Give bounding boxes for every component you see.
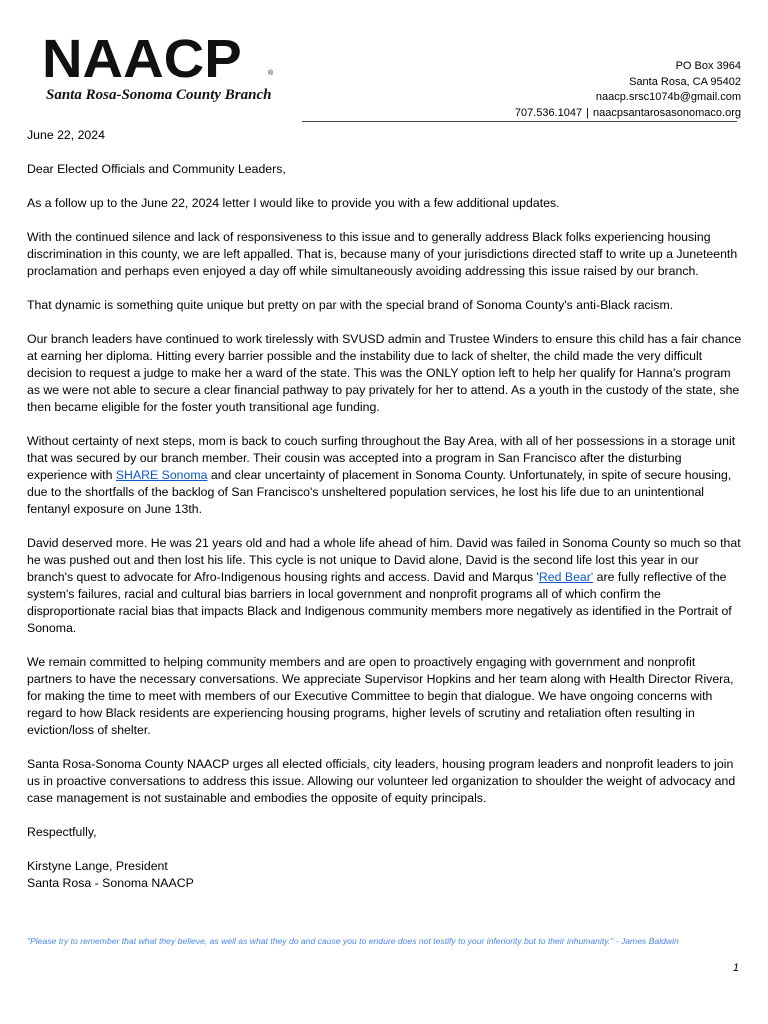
signer-name: Kirstyne Lange, President	[27, 859, 168, 873]
naacp-logo	[42, 29, 292, 103]
header-divider	[302, 121, 737, 122]
registered-mark: ®	[268, 70, 274, 77]
salutation: Dear Elected Officials and Community Leaders,	[27, 162, 286, 176]
contact-separator: |	[586, 106, 590, 119]
contact-phone: 707.536.1047	[514, 106, 583, 119]
paragraph-6-text-a: David deserved more. He was 21 years old and had a whole life ahead of him. David was failed in Sonoma County so much so that he was pushed out and then lost his life. This cycle is not unique to David alone, David is the second life lost this year in our branch's quest to advocate for Afro-Indigenous housing rights and access. David and Marqus '	[27, 536, 741, 584]
paragraph-7: We remain committed to helping community members and are open to proactively engaging with government and nonprofit partners to have the necessary conversations. We appreciate Supervisor Hopkins and her team along with Health Director Rivera, for making the time to meet with members of our Executive Committee to begin that dialogue. We have ongoing concerns with regard to how Black residents are experiencing housing programs, higher levels of scrutiny and retaliation often resulting in eviction/loss of shelter.	[27, 655, 734, 737]
paragraph-2: With the continued silence and lack of responsiveness to this issue and to generally address Black folks experiencing housing discrimination in this county, we are left appalled. That is, because many of your jurisdictions directed staff to write up a Juneteenth proclamation and perhaps even enjoyed a day off while simultaneously avoiding addressing this issue raised by our branch.	[27, 230, 738, 278]
paragraph-5-text-b: and clear uncertainty of placement in Sonoma County. Unfortunately, in spite of secure housing, due to the shortfalls of the backlog of San Francisco's unsheltered population services, he lost his life due to an unintentional fentanyl exposure on June 13th.	[27, 468, 732, 516]
logo-wordmark: NAACP	[42, 29, 242, 89]
baldwin-quote: "Please try to remember that what they believe, as well as what they do and cause you to endure does not testify to your inferiority but to their inhumanity." - James Baldwin	[27, 936, 679, 946]
signer-organization: Santa Rosa - Sonoma NAACP	[27, 876, 194, 890]
paragraph-3: That dynamic is something quite unique but pretty on par with the special brand of Sonoma County's anti-Black racism.	[27, 298, 674, 312]
paragraph-8: Santa Rosa-Sonoma County NAACP urges all elected officials, city leaders, housing program leaders and nonprofit leaders to join us in proactive conversations to address this issue. Allowing our volunteer led organization to shoulder the weight of advocacy and case management is not sustainable and embodies the opposite of equity principals.	[27, 757, 736, 805]
letter-date: June 22, 2024	[27, 128, 105, 142]
paragraph-4: Our branch leaders have continued to work tirelessly with SVUSD admin and Trustee Winders to ensure this child has a fair chance at earning her diploma. Hitting every barrier possible and the instability due to lack of shelter, the child made the very difficult decision to request a judge to make her a ward of the state. This was the ONLY option left to help her qualify for Hanna's program as we were not able to secure a clear financial pathway to pay privately for her to attend. As a youth in the custody of the state, she then became eligible for the foster youth transitional age funding.	[27, 332, 742, 414]
share-sonoma-link[interactable]: SHARE Sonoma	[115, 468, 208, 482]
branch-name: Santa Rosa-Sonoma County Branch	[46, 87, 272, 103]
paragraph-6	[27, 535, 742, 637]
letter-body	[27, 127, 742, 892]
red-bear-link[interactable]: Red Bear'	[538, 570, 594, 584]
contact-website: naacpsantarosasonomaco.org	[593, 106, 741, 119]
contact-block	[515, 59, 741, 121]
page-number: 1	[732, 962, 739, 974]
paragraph-5-text-a: Without certainty of next steps, mom is back to couch surfing throughout the Bay Area, with all of her possessions in a storage unit that was secured by our branch member. Their cousin was accepted into a program in San Francisco after the disturbing experience with	[27, 434, 736, 482]
paragraph-1: As a follow up to the June 22, 2024 letter I would like to provide you with a few additional updates.	[27, 196, 560, 210]
address-line-1: PO Box 3964	[675, 60, 741, 72]
phone-website-line	[515, 106, 741, 122]
contact-email: naacp.srsc1074b@gmail.com	[595, 91, 741, 103]
closing: Respectfully,	[27, 825, 97, 839]
paragraph-6-text-b: are fully reflective of the system's failures, racial and cultural bias barriers in local government and nonprofit programs all of which confirm the disproportionate racial bias that impacts Black and Indigenous community members more negatively as identified in the Portrait of Sonoma.	[27, 570, 732, 635]
address-line-2: Santa Rosa, CA 95402	[629, 75, 741, 88]
paragraph-5	[27, 433, 742, 518]
